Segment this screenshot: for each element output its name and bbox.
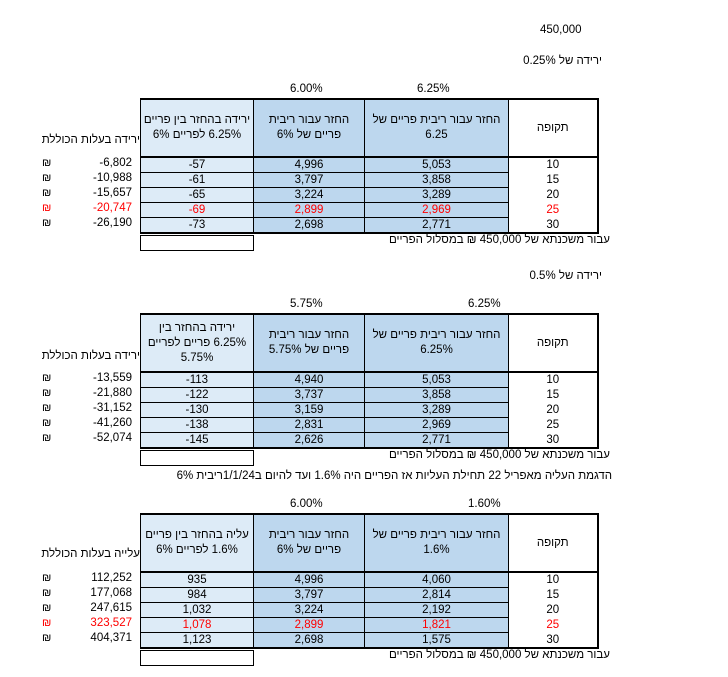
cell-period: 30: [509, 218, 598, 234]
shekel-icon: ₪: [42, 187, 52, 199]
total-cost-column: [42, 156, 132, 231]
table-row: [141, 418, 598, 433]
rates-table: [140, 98, 599, 234]
cell-col-a: 2,814: [365, 588, 509, 603]
table-row: [141, 157, 598, 173]
table-row: [141, 173, 598, 188]
header-col-a: החזר עבור ריבית פריים של 1.6%: [365, 514, 509, 572]
cell-col-a: 2,969: [365, 203, 509, 218]
table-header-row: [141, 514, 598, 572]
shekel-icon: ₪: [42, 172, 52, 184]
total-row: [42, 431, 132, 446]
header-period: תקופה: [509, 514, 598, 572]
cell-col-b: 4,940: [254, 372, 365, 388]
rate-left-label: 6.00%: [290, 83, 323, 95]
cell-col-a: 3,858: [365, 388, 509, 403]
total-value: -6,802: [99, 157, 132, 169]
cell-col-a: 5,053: [365, 372, 509, 388]
table-row: [141, 388, 598, 403]
total-value: -20,747: [92, 202, 132, 214]
rates-table: [140, 513, 599, 649]
table-row: [141, 603, 598, 618]
footnote: עבור משכנתא של 450,000 ₪ במסלול הפריים: [388, 649, 610, 661]
section-title: ירידה של 0.5%: [529, 270, 602, 282]
cell-col-a: 2,192: [365, 603, 509, 618]
cell-diff: -69: [141, 203, 254, 218]
cell-period: 15: [509, 173, 598, 188]
total-row: [42, 601, 132, 616]
cell-diff: 1,032: [141, 603, 254, 618]
cell-col-a: 3,289: [365, 403, 509, 418]
header-col-b: החזר עבור ריבית פריים של 5.75%: [254, 314, 365, 372]
cell-col-a: 1,575: [365, 633, 509, 649]
total-value: -10,988: [92, 172, 132, 184]
rate-right-label: 1.60%: [468, 498, 501, 510]
cell-period: 10: [509, 372, 598, 388]
total-row: [42, 171, 132, 186]
cell-diff: -130: [141, 403, 254, 418]
cell-diff: -57: [141, 157, 254, 173]
table-row: [141, 433, 598, 449]
rates-table: [140, 313, 599, 449]
cell-col-b: 2,899: [254, 618, 365, 633]
shekel-icon: ₪: [42, 387, 52, 399]
section-title: הדגמת העליה מאפריל 22 תחילת העליות אז הפריים היה 1.6% ועד להיום ב1/1/24ריבית 6%: [176, 470, 612, 482]
cell-period: 20: [509, 603, 598, 618]
total-row: [42, 156, 132, 171]
total-cost-label: ירידה בעלות הכוללת: [41, 134, 140, 146]
rate-left-label: 6.00%: [290, 498, 323, 510]
shekel-icon: ₪: [42, 632, 52, 644]
total-row: [42, 201, 132, 216]
shekel-icon: ₪: [42, 587, 52, 599]
cell-period: 20: [509, 403, 598, 418]
header-col-b: החזר עבור ריבית פריים של 6%: [254, 99, 365, 157]
empty-cell: [140, 450, 254, 466]
shekel-icon: ₪: [42, 202, 52, 214]
table-row: [141, 618, 598, 633]
total-row: [42, 186, 132, 201]
total-row: [42, 631, 132, 646]
cell-diff: -73: [141, 218, 254, 234]
cell-period: 25: [509, 618, 598, 633]
header-col-a: החזר עבור ריבית פריים של 6.25%: [365, 314, 509, 372]
cell-period: 10: [509, 157, 598, 173]
cell-col-a: 2,771: [365, 218, 509, 234]
total-cost-column: [42, 571, 132, 646]
cell-col-b: 2,626: [254, 433, 365, 449]
cell-period: 10: [509, 572, 598, 588]
total-value: -13,559: [92, 372, 132, 384]
shekel-icon: ₪: [42, 417, 52, 429]
shekel-icon: ₪: [42, 372, 52, 384]
cell-diff: -122: [141, 388, 254, 403]
header-period: תקופה: [509, 99, 598, 157]
total-row: [42, 586, 132, 601]
cell-diff: 984: [141, 588, 254, 603]
cell-col-a: 1,821: [365, 618, 509, 633]
table-row: [141, 403, 598, 418]
cell-period: 25: [509, 203, 598, 218]
total-cost-column: [42, 371, 132, 446]
cell-col-b: 4,996: [254, 572, 365, 588]
table-row: [141, 188, 598, 203]
cell-col-a: 2,969: [365, 418, 509, 433]
cell-col-b: 3,159: [254, 403, 365, 418]
shekel-icon: ₪: [42, 602, 52, 614]
empty-cell: [140, 650, 254, 666]
footnote: עבור משכנתא של 450,000 ₪ במסלול הפריים: [388, 449, 610, 461]
cell-col-b: 3,797: [254, 173, 365, 188]
cell-col-a: 3,858: [365, 173, 509, 188]
total-value: 323,527: [90, 617, 132, 629]
cell-col-b: 4,996: [254, 157, 365, 173]
cell-period: 15: [509, 588, 598, 603]
cell-period: 30: [509, 633, 598, 649]
header-diff: עליה בהחזר בין פריים 1.6% לפריים 6%: [141, 514, 254, 572]
rate-left-label: 5.75%: [290, 298, 323, 310]
total-row: [42, 616, 132, 631]
shekel-icon: ₪: [42, 617, 52, 629]
cell-diff: -113: [141, 372, 254, 388]
header-col-b: החזר עבור ריבית פריים של 6%: [254, 514, 365, 572]
total-value: -41,260: [92, 417, 132, 429]
cell-period: 30: [509, 433, 598, 449]
total-cost-label: עלייה בעלות הכוללת: [41, 548, 140, 560]
header-diff: ירידה בהחזר בין פריים 6.25% לפריים 6%: [141, 99, 254, 157]
total-row: [42, 401, 132, 416]
total-value: 177,068: [90, 587, 132, 599]
total-value: 404,371: [90, 632, 132, 644]
rate-right-label: 6.25%: [417, 83, 450, 95]
cell-col-a: 3,289: [365, 188, 509, 203]
table-header-row: [141, 99, 598, 157]
cell-col-b: 2,831: [254, 418, 365, 433]
cell-col-b: 3,737: [254, 388, 365, 403]
cell-col-b: 3,224: [254, 603, 365, 618]
cell-period: 20: [509, 188, 598, 203]
total-row: [42, 571, 132, 586]
cell-diff: -61: [141, 173, 254, 188]
cell-col-b: 2,698: [254, 633, 365, 649]
cell-col-a: 5,053: [365, 157, 509, 173]
shekel-icon: ₪: [42, 157, 52, 169]
cell-col-b: 2,698: [254, 218, 365, 234]
shekel-icon: ₪: [42, 402, 52, 414]
top-value: 450,000: [540, 24, 582, 36]
cell-period: 15: [509, 388, 598, 403]
shekel-icon: ₪: [42, 572, 52, 584]
cell-diff: 1,078: [141, 618, 254, 633]
cell-col-b: 2,899: [254, 203, 365, 218]
cell-col-a: 4,060: [365, 572, 509, 588]
cell-diff: -145: [141, 433, 254, 449]
total-value: 112,252: [91, 572, 132, 584]
total-value: -31,152: [92, 402, 132, 414]
cell-diff: -138: [141, 418, 254, 433]
total-value: -52,074: [92, 432, 132, 444]
cell-col-b: 3,797: [254, 588, 365, 603]
table-row: [141, 218, 598, 234]
shekel-icon: ₪: [42, 217, 52, 229]
header-diff: ירידה בהחזר בין 6.25% פריים לפריים 5.75%: [141, 314, 254, 372]
cell-col-a: 2,771: [365, 433, 509, 449]
total-row: [42, 416, 132, 431]
table-row: [141, 203, 598, 218]
table-row: [141, 633, 598, 649]
total-value: -26,190: [92, 217, 132, 229]
header-period: תקופה: [509, 314, 598, 372]
total-value: -21,880: [92, 387, 132, 399]
total-row: [42, 216, 132, 231]
total-row: [42, 371, 132, 386]
section-title: ירידה של 0.25%: [523, 55, 602, 67]
total-row: [42, 386, 132, 401]
empty-cell: [140, 235, 254, 251]
cell-col-b: 3,224: [254, 188, 365, 203]
table-row: [141, 572, 598, 588]
total-cost-label: ירידה בעלות הכוללת: [41, 350, 140, 362]
cell-diff: 935: [141, 572, 254, 588]
cell-diff: 1,123: [141, 633, 254, 649]
rate-right-label: 6.25%: [468, 298, 501, 310]
total-value: 247,615: [90, 602, 132, 614]
cell-period: 25: [509, 418, 598, 433]
shekel-icon: ₪: [42, 432, 52, 444]
footnote: עבור משכנתא של 450,000 ₪ במסלול הפריים: [388, 234, 610, 246]
cell-diff: -65: [141, 188, 254, 203]
header-col-a: החזר עבור ריבית פריים של 6.25: [365, 99, 509, 157]
table-header-row: [141, 314, 598, 372]
total-value: -15,657: [92, 187, 132, 199]
table-row: [141, 588, 598, 603]
table-row: [141, 372, 598, 388]
